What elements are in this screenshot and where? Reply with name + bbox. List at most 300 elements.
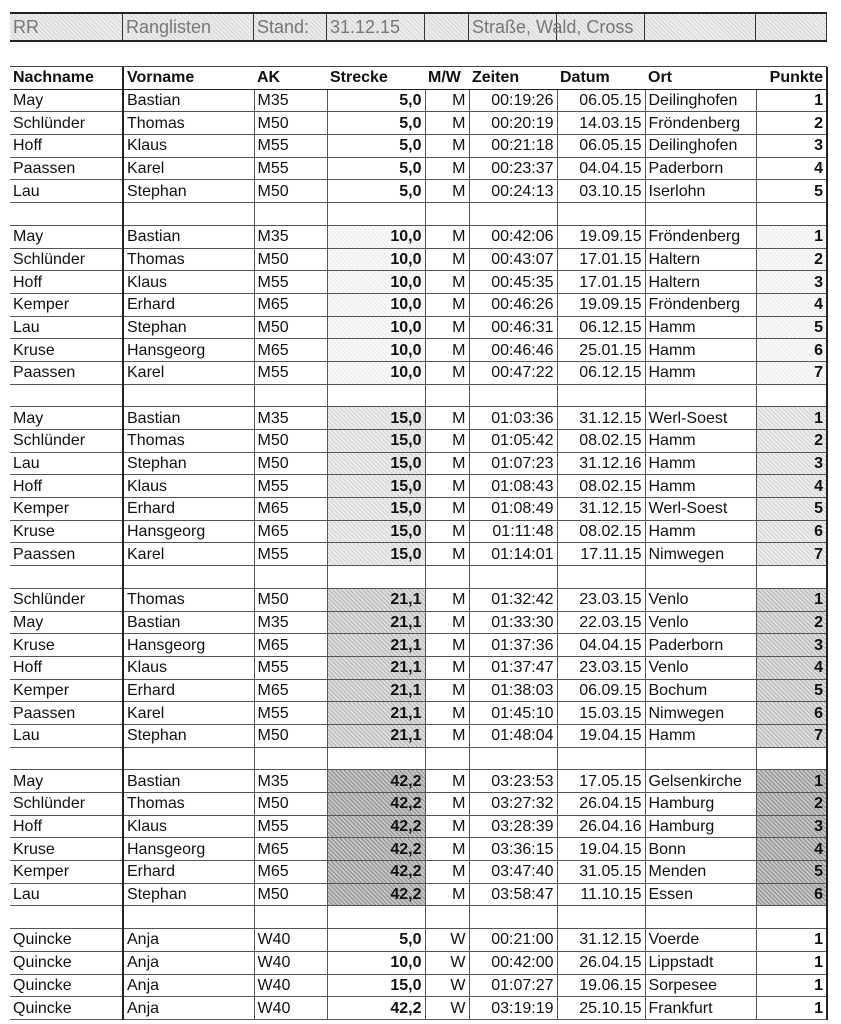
column-header[interactable]: AK xyxy=(254,67,327,89)
empty-cell[interactable] xyxy=(254,906,327,929)
table-cell-datum[interactable]: 14.03.15 xyxy=(557,112,645,135)
table-cell-mw[interactable]: W xyxy=(425,974,469,997)
table-cell-mw[interactable]: M xyxy=(425,498,469,521)
table-cell-zeiten[interactable]: 03:27:32 xyxy=(469,793,557,816)
empty-cell[interactable] xyxy=(123,384,254,407)
table-cell-ak[interactable]: M55 xyxy=(254,815,327,838)
header-cell[interactable]: Straße, Wald, Cross xyxy=(469,14,557,40)
table-cell-vorname[interactable]: Anja xyxy=(123,974,254,997)
table-cell-ort[interactable]: Iserlohn xyxy=(645,180,756,203)
table-cell-ak[interactable]: M55 xyxy=(254,271,327,294)
table-cell-ort[interactable]: Bonn xyxy=(645,838,756,861)
table-cell-datum[interactable]: 26.04.15 xyxy=(557,793,645,816)
empty-cell[interactable] xyxy=(645,384,756,407)
table-cell-mw[interactable]: M xyxy=(425,112,469,135)
table-cell-zeiten[interactable]: 03:23:53 xyxy=(469,770,557,793)
table-cell-zeiten[interactable]: 03:58:47 xyxy=(469,883,557,906)
table-cell-strecke[interactable]: 42,2 xyxy=(327,883,425,906)
table-cell-punkte[interactable]: 4 xyxy=(756,475,827,498)
table-cell-zeiten[interactable]: 01:37:47 xyxy=(469,656,557,679)
table-cell-nachname[interactable]: Kruse xyxy=(10,339,123,362)
table-cell-ort[interactable]: Venlo xyxy=(645,611,756,634)
table-cell-zeiten[interactable]: 00:47:22 xyxy=(469,361,557,384)
table-cell-ort[interactable]: Hamburg xyxy=(645,815,756,838)
empty-cell[interactable] xyxy=(10,906,123,929)
table-cell-mw[interactable]: M xyxy=(425,702,469,725)
table-cell-punkte[interactable]: 5 xyxy=(756,679,827,702)
table-cell-ak[interactable]: M35 xyxy=(254,225,327,248)
table-cell-datum[interactable]: 04.04.15 xyxy=(557,157,645,180)
table-cell-strecke[interactable]: 10,0 xyxy=(327,361,425,384)
table-cell-ak[interactable]: M50 xyxy=(254,112,327,135)
column-header[interactable]: M/W xyxy=(425,67,469,89)
table-cell-vorname[interactable]: Klaus xyxy=(123,815,254,838)
empty-cell[interactable] xyxy=(469,566,557,589)
table-cell-ort[interactable]: Gelsenkirche xyxy=(645,770,756,793)
empty-cell[interactable] xyxy=(645,203,756,226)
table-cell-vorname[interactable]: Thomas xyxy=(123,248,254,271)
table-cell-nachname[interactable]: Kruse xyxy=(10,634,123,657)
header-cell[interactable]: 31.12.15 xyxy=(327,14,425,40)
table-cell-ak[interactable]: M50 xyxy=(254,724,327,747)
table-cell-nachname[interactable]: Hoff xyxy=(10,656,123,679)
table-cell-datum[interactable]: 06.05.15 xyxy=(557,135,645,158)
table-cell-punkte[interactable]: 1 xyxy=(756,588,827,611)
table-cell-mw[interactable]: M xyxy=(425,679,469,702)
table-cell-nachname[interactable]: Paassen xyxy=(10,702,123,725)
table-cell-nachname[interactable]: Kemper xyxy=(10,679,123,702)
header-cell[interactable] xyxy=(645,14,756,40)
table-cell-punkte[interactable]: 5 xyxy=(756,316,827,339)
table-cell-ort[interactable]: Fröndenberg xyxy=(645,293,756,316)
table-cell-strecke[interactable]: 5,0 xyxy=(327,180,425,203)
table-cell-nachname[interactable]: Kemper xyxy=(10,498,123,521)
table-cell-mw[interactable]: M xyxy=(425,361,469,384)
table-cell-nachname[interactable]: Schlünder xyxy=(10,248,123,271)
empty-cell[interactable] xyxy=(557,384,645,407)
table-cell-ort[interactable]: Paderborn xyxy=(645,157,756,180)
table-cell-nachname[interactable]: Schlünder xyxy=(10,793,123,816)
table-cell-ak[interactable]: W40 xyxy=(254,974,327,997)
table-cell-nachname[interactable]: Paassen xyxy=(10,543,123,566)
empty-cell[interactable] xyxy=(425,384,469,407)
empty-cell[interactable] xyxy=(327,566,425,589)
table-cell-zeiten[interactable]: 00:20:19 xyxy=(469,112,557,135)
table-cell-nachname[interactable]: Kruse xyxy=(10,520,123,543)
table-cell-mw[interactable]: M xyxy=(425,656,469,679)
table-cell-strecke[interactable]: 42,2 xyxy=(327,793,425,816)
table-cell-nachname[interactable]: Schlünder xyxy=(10,430,123,453)
table-cell-punkte[interactable]: 3 xyxy=(756,452,827,475)
table-cell-ak[interactable]: M55 xyxy=(254,157,327,180)
table-cell-ort[interactable]: Werl-Soest xyxy=(645,407,756,430)
table-cell-ort[interactable]: Nimwegen xyxy=(645,543,756,566)
table-cell-vorname[interactable]: Erhard xyxy=(123,861,254,884)
empty-cell[interactable] xyxy=(327,747,425,770)
empty-cell[interactable] xyxy=(469,906,557,929)
table-cell-ak[interactable]: M50 xyxy=(254,316,327,339)
table-cell-nachname[interactable]: May xyxy=(10,770,123,793)
table-cell-nachname[interactable]: Quincke xyxy=(10,929,123,952)
empty-cell[interactable] xyxy=(557,566,645,589)
table-cell-nachname[interactable]: Kemper xyxy=(10,293,123,316)
table-cell-zeiten[interactable]: 03:19:19 xyxy=(469,997,557,1020)
table-cell-strecke[interactable]: 5,0 xyxy=(327,89,425,112)
table-cell-mw[interactable]: M xyxy=(425,225,469,248)
table-cell-zeiten[interactable]: 01:11:48 xyxy=(469,520,557,543)
header-cell[interactable]: Stand: xyxy=(254,14,327,40)
table-cell-punkte[interactable]: 5 xyxy=(756,861,827,884)
table-cell-ak[interactable]: M65 xyxy=(254,498,327,521)
table-cell-vorname[interactable]: Karel xyxy=(123,157,254,180)
table-cell-ort[interactable]: Haltern xyxy=(645,271,756,294)
table-cell-nachname[interactable]: Hoff xyxy=(10,475,123,498)
table-cell-strecke[interactable]: 42,2 xyxy=(327,815,425,838)
table-cell-vorname[interactable]: Hansgeorg xyxy=(123,339,254,362)
table-cell-punkte[interactable]: 6 xyxy=(756,520,827,543)
table-cell-zeiten[interactable]: 01:05:42 xyxy=(469,430,557,453)
table-cell-vorname[interactable]: Stephan xyxy=(123,883,254,906)
empty-cell[interactable] xyxy=(557,906,645,929)
table-cell-ort[interactable]: Sorpesee xyxy=(645,974,756,997)
table-cell-strecke[interactable]: 15,0 xyxy=(327,498,425,521)
table-cell-nachname[interactable]: Schlünder xyxy=(10,112,123,135)
empty-cell[interactable] xyxy=(756,906,827,929)
table-cell-datum[interactable]: 19.09.15 xyxy=(557,225,645,248)
table-cell-vorname[interactable]: Karel xyxy=(123,702,254,725)
table-cell-nachname[interactable]: Lau xyxy=(10,883,123,906)
empty-cell[interactable] xyxy=(254,384,327,407)
empty-cell[interactable] xyxy=(469,384,557,407)
table-cell-datum[interactable]: 31.12.16 xyxy=(557,452,645,475)
table-cell-vorname[interactable]: Anja xyxy=(123,951,254,974)
column-header[interactable]: Ort xyxy=(645,67,756,89)
table-cell-datum[interactable]: 31.12.15 xyxy=(557,407,645,430)
table-cell-vorname[interactable]: Bastian xyxy=(123,611,254,634)
table-cell-strecke[interactable]: 5,0 xyxy=(327,157,425,180)
table-cell-ort[interactable]: Paderborn xyxy=(645,634,756,657)
table-cell-datum[interactable]: 31.12.15 xyxy=(557,498,645,521)
empty-cell[interactable] xyxy=(425,203,469,226)
table-cell-datum[interactable]: 23.03.15 xyxy=(557,656,645,679)
table-cell-nachname[interactable]: Hoff xyxy=(10,135,123,158)
table-cell-mw[interactable]: M xyxy=(425,475,469,498)
header-cell[interactable]: RR xyxy=(10,14,123,40)
table-cell-zeiten[interactable]: 01:45:10 xyxy=(469,702,557,725)
empty-cell[interactable] xyxy=(254,566,327,589)
table-cell-zeiten[interactable]: 01:32:42 xyxy=(469,588,557,611)
empty-cell[interactable] xyxy=(10,203,123,226)
table-cell-ort[interactable]: Nimwegen xyxy=(645,702,756,725)
table-cell-punkte[interactable]: 7 xyxy=(756,361,827,384)
table-cell-strecke[interactable]: 10,0 xyxy=(327,271,425,294)
table-cell-ort[interactable]: Hamm xyxy=(645,475,756,498)
table-cell-vorname[interactable]: Bastian xyxy=(123,770,254,793)
table-cell-ort[interactable]: Venlo xyxy=(645,656,756,679)
table-cell-punkte[interactable]: 3 xyxy=(756,815,827,838)
table-cell-zeiten[interactable]: 01:08:43 xyxy=(469,475,557,498)
table-cell-vorname[interactable]: Thomas xyxy=(123,112,254,135)
table-cell-mw[interactable]: M xyxy=(425,815,469,838)
table-cell-datum[interactable]: 22.03.15 xyxy=(557,611,645,634)
table-cell-mw[interactable]: M xyxy=(425,316,469,339)
table-cell-strecke[interactable]: 10,0 xyxy=(327,339,425,362)
empty-cell[interactable] xyxy=(327,384,425,407)
table-cell-ort[interactable]: Hamm xyxy=(645,520,756,543)
table-cell-datum[interactable]: 17.01.15 xyxy=(557,248,645,271)
table-cell-zeiten[interactable]: 03:36:15 xyxy=(469,838,557,861)
table-cell-ort[interactable]: Hamm xyxy=(645,339,756,362)
table-cell-nachname[interactable]: Quincke xyxy=(10,951,123,974)
table-cell-punkte[interactable]: 2 xyxy=(756,430,827,453)
table-cell-vorname[interactable]: Bastian xyxy=(123,89,254,112)
table-cell-datum[interactable]: 25.01.15 xyxy=(557,339,645,362)
table-cell-zeiten[interactable]: 01:33:30 xyxy=(469,611,557,634)
table-cell-zeiten[interactable]: 00:23:37 xyxy=(469,157,557,180)
table-cell-punkte[interactable]: 2 xyxy=(756,248,827,271)
table-cell-datum[interactable]: 26.04.16 xyxy=(557,815,645,838)
table-cell-ak[interactable]: M35 xyxy=(254,89,327,112)
table-cell-ort[interactable]: Menden xyxy=(645,861,756,884)
table-cell-datum[interactable]: 08.02.15 xyxy=(557,430,645,453)
table-cell-datum[interactable]: 17.05.15 xyxy=(557,770,645,793)
column-header[interactable]: Vorname xyxy=(123,67,254,89)
table-cell-ort[interactable]: Hamm xyxy=(645,430,756,453)
table-cell-punkte[interactable]: 1 xyxy=(756,929,827,952)
table-cell-ak[interactable]: M55 xyxy=(254,656,327,679)
table-cell-punkte[interactable]: 4 xyxy=(756,293,827,316)
table-cell-punkte[interactable]: 1 xyxy=(756,951,827,974)
table-cell-ak[interactable]: M65 xyxy=(254,679,327,702)
header-cell[interactable] xyxy=(425,14,469,40)
table-cell-ort[interactable]: Frankfurt xyxy=(645,997,756,1020)
table-cell-datum[interactable]: 06.05.15 xyxy=(557,89,645,112)
table-cell-datum[interactable]: 03.10.15 xyxy=(557,180,645,203)
table-cell-ort[interactable]: Hamm xyxy=(645,452,756,475)
table-cell-zeiten[interactable]: 00:45:35 xyxy=(469,271,557,294)
table-cell-vorname[interactable]: Thomas xyxy=(123,430,254,453)
table-cell-punkte[interactable]: 2 xyxy=(756,793,827,816)
table-cell-ort[interactable]: Hamm xyxy=(645,724,756,747)
empty-cell[interactable] xyxy=(327,203,425,226)
table-cell-vorname[interactable]: Stephan xyxy=(123,724,254,747)
table-cell-strecke[interactable]: 21,1 xyxy=(327,611,425,634)
empty-cell[interactable] xyxy=(645,566,756,589)
table-cell-ak[interactable]: M65 xyxy=(254,293,327,316)
empty-cell[interactable] xyxy=(557,747,645,770)
table-cell-punkte[interactable]: 6 xyxy=(756,339,827,362)
table-cell-mw[interactable]: M xyxy=(425,89,469,112)
header-cell[interactable]: Ranglisten xyxy=(123,14,254,40)
table-cell-punkte[interactable]: 1 xyxy=(756,407,827,430)
table-cell-strecke[interactable]: 5,0 xyxy=(327,135,425,158)
table-cell-zeiten[interactable]: 00:19:26 xyxy=(469,89,557,112)
table-cell-nachname[interactable]: May xyxy=(10,611,123,634)
table-cell-mw[interactable]: M xyxy=(425,770,469,793)
table-cell-zeiten[interactable]: 01:38:03 xyxy=(469,679,557,702)
table-cell-ort[interactable]: Lippstadt xyxy=(645,951,756,974)
table-cell-vorname[interactable]: Bastian xyxy=(123,407,254,430)
table-cell-datum[interactable]: 06.12.15 xyxy=(557,316,645,339)
empty-cell[interactable] xyxy=(645,747,756,770)
table-cell-ak[interactable]: W40 xyxy=(254,997,327,1020)
empty-cell[interactable] xyxy=(425,566,469,589)
table-cell-ort[interactable]: Deilinghofen xyxy=(645,135,756,158)
header-cell[interactable] xyxy=(557,14,645,40)
table-cell-zeiten[interactable]: 00:42:00 xyxy=(469,951,557,974)
table-cell-mw[interactable]: M xyxy=(425,135,469,158)
table-cell-strecke[interactable]: 42,2 xyxy=(327,770,425,793)
table-cell-punkte[interactable]: 1 xyxy=(756,770,827,793)
table-cell-strecke[interactable]: 15,0 xyxy=(327,974,425,997)
table-cell-strecke[interactable]: 42,2 xyxy=(327,838,425,861)
table-cell-zeiten[interactable]: 03:47:40 xyxy=(469,861,557,884)
table-cell-mw[interactable]: M xyxy=(425,883,469,906)
empty-cell[interactable] xyxy=(123,747,254,770)
table-cell-vorname[interactable]: Hansgeorg xyxy=(123,634,254,657)
empty-cell[interactable] xyxy=(756,566,827,589)
column-header[interactable]: Nachname xyxy=(10,67,123,89)
table-cell-punkte[interactable]: 2 xyxy=(756,112,827,135)
table-cell-ort[interactable]: Essen xyxy=(645,883,756,906)
table-cell-vorname[interactable]: Klaus xyxy=(123,135,254,158)
empty-cell[interactable] xyxy=(756,384,827,407)
table-cell-strecke[interactable]: 21,1 xyxy=(327,724,425,747)
table-cell-zeiten[interactable]: 00:24:13 xyxy=(469,180,557,203)
table-cell-punkte[interactable]: 5 xyxy=(756,498,827,521)
table-cell-ak[interactable]: M35 xyxy=(254,770,327,793)
table-cell-ak[interactable]: M50 xyxy=(254,430,327,453)
table-cell-punkte[interactable]: 3 xyxy=(756,634,827,657)
table-cell-ak[interactable]: M50 xyxy=(254,180,327,203)
table-cell-mw[interactable]: M xyxy=(425,157,469,180)
table-cell-datum[interactable]: 26.04.15 xyxy=(557,951,645,974)
table-cell-nachname[interactable]: Lau xyxy=(10,452,123,475)
table-cell-zeiten[interactable]: 00:46:26 xyxy=(469,293,557,316)
table-cell-mw[interactable]: W xyxy=(425,951,469,974)
table-cell-ort[interactable]: Bochum xyxy=(645,679,756,702)
table-cell-ak[interactable]: M65 xyxy=(254,339,327,362)
table-cell-ak[interactable]: M55 xyxy=(254,475,327,498)
table-cell-vorname[interactable]: Erhard xyxy=(123,498,254,521)
empty-cell[interactable] xyxy=(123,906,254,929)
table-cell-strecke[interactable]: 15,0 xyxy=(327,452,425,475)
table-cell-datum[interactable]: 04.04.15 xyxy=(557,634,645,657)
table-cell-nachname[interactable]: May xyxy=(10,407,123,430)
table-cell-datum[interactable]: 08.02.15 xyxy=(557,520,645,543)
empty-cell[interactable] xyxy=(557,203,645,226)
table-cell-datum[interactable]: 08.02.15 xyxy=(557,475,645,498)
table-cell-mw[interactable]: M xyxy=(425,407,469,430)
table-cell-nachname[interactable]: Hoff xyxy=(10,271,123,294)
table-cell-strecke[interactable]: 10,0 xyxy=(327,316,425,339)
table-cell-ak[interactable]: M65 xyxy=(254,634,327,657)
table-cell-mw[interactable]: M xyxy=(425,611,469,634)
table-cell-strecke[interactable]: 5,0 xyxy=(327,929,425,952)
table-cell-zeiten[interactable]: 00:46:31 xyxy=(469,316,557,339)
table-cell-ort[interactable]: Haltern xyxy=(645,248,756,271)
empty-cell[interactable] xyxy=(469,203,557,226)
empty-cell[interactable] xyxy=(123,203,254,226)
table-cell-zeiten[interactable]: 01:37:36 xyxy=(469,634,557,657)
empty-cell[interactable] xyxy=(10,384,123,407)
table-cell-zeiten[interactable]: 00:21:00 xyxy=(469,929,557,952)
table-cell-strecke[interactable]: 15,0 xyxy=(327,520,425,543)
table-cell-mw[interactable]: M xyxy=(425,293,469,316)
empty-cell[interactable] xyxy=(254,747,327,770)
table-cell-punkte[interactable]: 4 xyxy=(756,656,827,679)
table-cell-datum[interactable]: 06.09.15 xyxy=(557,679,645,702)
table-cell-strecke[interactable]: 10,0 xyxy=(327,293,425,316)
table-cell-vorname[interactable]: Anja xyxy=(123,997,254,1020)
table-cell-strecke[interactable]: 15,0 xyxy=(327,430,425,453)
table-cell-ort[interactable]: Venlo xyxy=(645,588,756,611)
empty-cell[interactable] xyxy=(756,747,827,770)
table-cell-nachname[interactable]: May xyxy=(10,89,123,112)
table-cell-ak[interactable]: M55 xyxy=(254,135,327,158)
table-cell-ak[interactable]: M65 xyxy=(254,838,327,861)
table-cell-mw[interactable]: M xyxy=(425,339,469,362)
table-cell-strecke[interactable]: 10,0 xyxy=(327,248,425,271)
empty-cell[interactable] xyxy=(469,747,557,770)
table-cell-nachname[interactable]: Quincke xyxy=(10,997,123,1020)
table-cell-ort[interactable]: Werl-Soest xyxy=(645,498,756,521)
table-cell-vorname[interactable]: Stephan xyxy=(123,452,254,475)
empty-cell[interactable] xyxy=(425,747,469,770)
table-cell-nachname[interactable]: Schlünder xyxy=(10,588,123,611)
table-cell-punkte[interactable]: 1 xyxy=(756,997,827,1020)
table-cell-vorname[interactable]: Klaus xyxy=(123,271,254,294)
table-cell-zeiten[interactable]: 00:46:46 xyxy=(469,339,557,362)
table-cell-ort[interactable]: Fröndenberg xyxy=(645,112,756,135)
table-cell-strecke[interactable]: 42,2 xyxy=(327,861,425,884)
table-cell-strecke[interactable]: 5,0 xyxy=(327,112,425,135)
table-cell-strecke[interactable]: 21,1 xyxy=(327,656,425,679)
table-cell-mw[interactable]: M xyxy=(425,520,469,543)
table-cell-datum[interactable]: 23.03.15 xyxy=(557,588,645,611)
table-cell-nachname[interactable]: Lau xyxy=(10,180,123,203)
table-cell-ak[interactable]: M65 xyxy=(254,861,327,884)
table-cell-mw[interactable]: W xyxy=(425,997,469,1020)
table-cell-vorname[interactable]: Klaus xyxy=(123,475,254,498)
empty-cell[interactable] xyxy=(756,203,827,226)
table-cell-zeiten[interactable]: 01:08:49 xyxy=(469,498,557,521)
table-cell-datum[interactable]: 19.09.15 xyxy=(557,293,645,316)
table-cell-zeiten[interactable]: 01:14:01 xyxy=(469,543,557,566)
table-cell-ak[interactable]: W40 xyxy=(254,929,327,952)
table-cell-zeiten[interactable]: 00:21:18 xyxy=(469,135,557,158)
table-cell-mw[interactable]: M xyxy=(425,838,469,861)
table-cell-punkte[interactable]: 4 xyxy=(756,838,827,861)
table-cell-nachname[interactable]: Hoff xyxy=(10,815,123,838)
table-cell-datum[interactable]: 25.10.15 xyxy=(557,997,645,1020)
table-cell-datum[interactable]: 19.04.15 xyxy=(557,838,645,861)
table-cell-nachname[interactable]: May xyxy=(10,225,123,248)
table-cell-zeiten[interactable]: 01:07:27 xyxy=(469,974,557,997)
table-cell-punkte[interactable]: 3 xyxy=(756,271,827,294)
table-cell-ak[interactable]: M55 xyxy=(254,543,327,566)
table-cell-ak[interactable]: W40 xyxy=(254,951,327,974)
table-cell-strecke[interactable]: 21,1 xyxy=(327,588,425,611)
table-cell-punkte[interactable]: 2 xyxy=(756,611,827,634)
table-cell-datum[interactable]: 06.12.15 xyxy=(557,361,645,384)
table-cell-vorname[interactable]: Stephan xyxy=(123,316,254,339)
table-cell-ort[interactable]: Hamm xyxy=(645,316,756,339)
table-cell-punkte[interactable]: 4 xyxy=(756,157,827,180)
table-cell-punkte[interactable]: 7 xyxy=(756,724,827,747)
table-cell-zeiten[interactable]: 01:48:04 xyxy=(469,724,557,747)
table-cell-vorname[interactable]: Karel xyxy=(123,543,254,566)
